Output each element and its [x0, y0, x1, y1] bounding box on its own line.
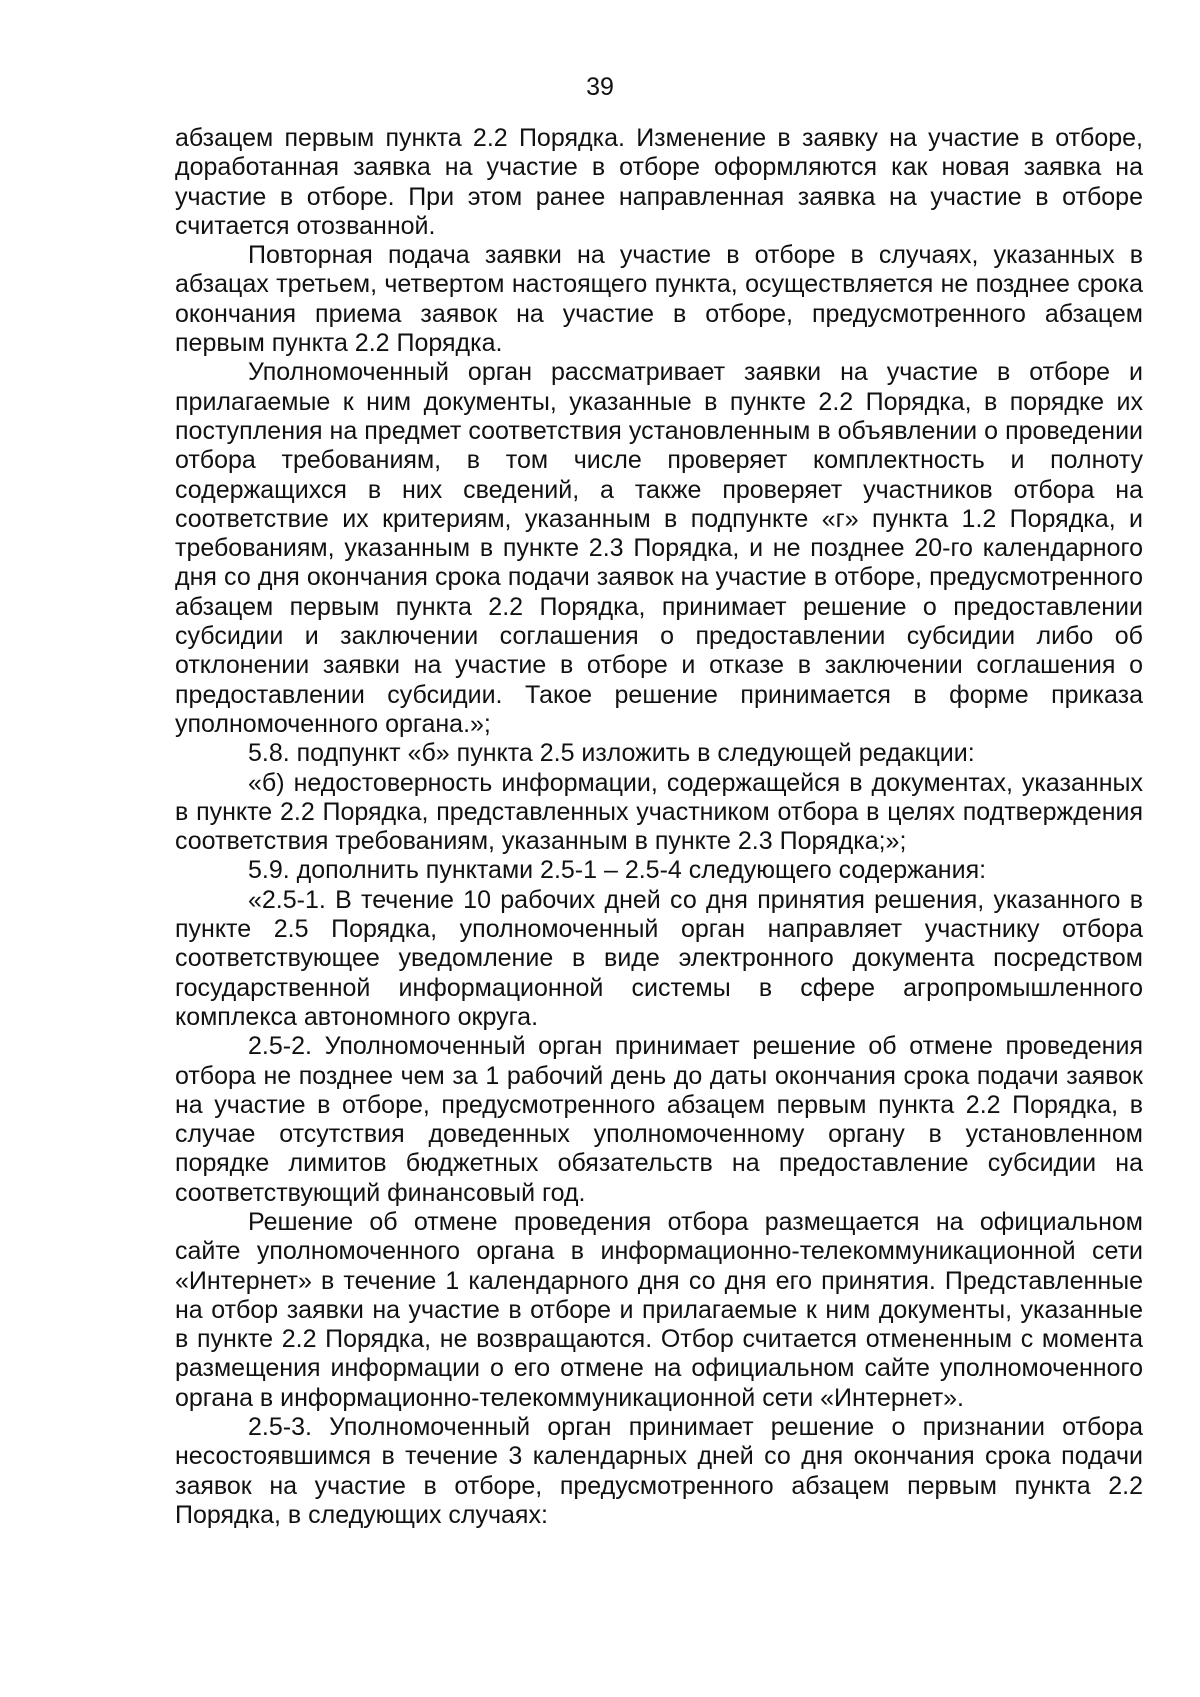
paragraph: 2.5-2. Уполномоченный орган принимает решение об отмене проведения отбора не позднее чем за 1 рабочий день до даты окончания срока подачи заявок на участие в отборе, предусмотренного абзацем первым пункта 2.2 Порядка, в случае отсутствия доведенных уполномоченному органу в установленном порядке лимитов бюджетных обязательств на предоставление субсидии на соответствующий финансовый год.	[175, 1032, 1143, 1207]
paragraph: Решение об отмене проведения отбора размещается на официальном сайте уполномоченного органа в информационно-телекоммуникационной сети «Интернет» в течение 1 календарного дня со дня его принятия. Представленные на отбор заявки на участие в отборе и прилагаемые к ним документы, указанные в пункте 2.2 Порядка, не возвращаются. Отбор считается отмененным с момента размещения информации о его отмене на официальном сайте уполномоченного органа в информационно-телекоммуникационной сети «Интернет».	[175, 1207, 1143, 1412]
page-number: 39	[586, 73, 614, 101]
paragraph: Повторная подача заявки на участие в отборе в случаях, указанных в абзацах третьем, четвертом настоящего пункта, осуществляется не позднее срока окончания приема заявок на участие в отборе, предусмотренного абзацем первым пункта 2.2 Порядка.	[175, 241, 1143, 358]
paragraph: 5.9. дополнить пунктами 2.5-1 – 2.5-4 следующего содержания:	[248, 856, 987, 885]
paragraph: 2.5-3. Уполномоченный орган принимает решение о признании отбора несостоявшимся в течение 3 календарных дней со дня окончания срока подачи заявок на участие в отборе, предусмотренного абзацем первым пункта 2.2 Порядка, в следующих случаях:	[175, 1413, 1143, 1529]
paragraph: «б) недостоверность информации, содержащейся в документах, указанных в пункте 2.2 Порядка, представленных участником отбора в целях подтверждения соответствия требованиям, указанным в пункте 2.3 Порядка;»;	[175, 768, 1143, 856]
paragraph: 5.8. подпункт «б» пункта 2.5 изложить в следующей редакции:	[248, 739, 975, 768]
document-body	[175, 124, 1143, 1530]
paragraph: «2.5-1. В течение 10 рабочих дней со дня принятия решения, указанного в пункте 2.5 Порядка, уполномоченный орган направляет участнику отбора соответствующее уведомление в виде электронного документа посредством государственной информационной системы в сфере агропромышленного комплекса автономного округа.	[175, 885, 1143, 1031]
paragraph: Уполномоченный орган рассматривает заявки на участие в отборе и прилагаемые к ним документы, указанные в пункте 2.2 Порядка, в порядке их поступления на предмет соответствия установленным в объявлении о проведении отбора требованиям, в том числе проверяет комплектность и полноту содержащихся в них сведений, а также проверяет участников отбора на соответствие их критериям, указанным в подпункте «г» пункта 1.2 Порядка, и требованиям, указанным в пункте 2.3 Порядка, и не позднее 20-го календарного дня со дня окончания срока подачи заявок на участие в отборе, предусмотренного абзацем первым пункта 2.2 Порядка, принимает решение о предоставлении субсидии и заключении соглашения о предоставлении субсидии либо об отклонении заявки на участие в отборе и отказе в заключении соглашения о предоставлении субсидии. Такое решение принимается в форме приказа уполномоченного органа.»;	[175, 358, 1143, 738]
paragraph: абзацем первым пункта 2.2 Порядка. Изменение в заявку на участие в отборе, доработанная заявка на участие в отборе оформляются как новая заявка на участие в отборе. При этом ранее направленная заявка на участие в отборе считается отозванной.	[175, 124, 1143, 240]
